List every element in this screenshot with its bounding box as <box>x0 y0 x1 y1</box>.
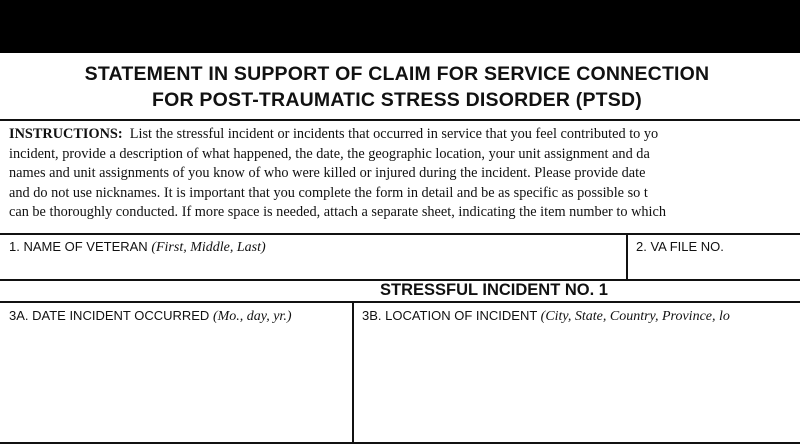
section-heading: STRESSFUL INCIDENT NO. 1 <box>380 281 608 299</box>
title-line-2: FOR POST-TRAUMATIC STRESS DISORDER (PTSD) <box>152 89 642 111</box>
instructions-block <box>9 125 800 223</box>
instructions-line-4: and do not use nicknames. It is important that you complete the form in detail and be as specific as possible so t <box>9 184 648 201</box>
location-incident-field[interactable] <box>356 304 800 440</box>
date-incident-field[interactable] <box>2 304 350 440</box>
divider-date-location <box>352 301 354 442</box>
veteran-name-field[interactable] <box>2 235 624 277</box>
divider-title <box>0 119 800 121</box>
instructions-line-2: incident, provide a description of what happened, the date, the geographic location, your unit assignment and da <box>9 145 650 162</box>
veteran-name-hint: (First, Middle, Last) <box>151 240 266 255</box>
date-incident-hint: (Mo., day, yr.) <box>212 309 292 324</box>
location-incident-hint: (City, State, Country, Province, lo <box>540 309 730 324</box>
instructions-text-1: List the stressful incident or incidents that occurred in service that you feel contributed to yo <box>122 126 659 142</box>
instructions-line-1 <box>9 125 800 145</box>
va-file-no-field[interactable] <box>630 235 800 277</box>
instructions-label: INSTRUCTIONS: <box>9 126 123 142</box>
divider-section-heading <box>0 301 800 303</box>
veteran-name-label-text: 1. NAME OF VETERAN <box>9 239 152 254</box>
divider-name-file <box>626 233 628 279</box>
title-line-1: STATEMENT IN SUPPORT OF CLAIM FOR SERVICE CONNECTION <box>84 63 710 85</box>
form-sheet <box>0 53 800 448</box>
form-title <box>0 61 794 113</box>
date-incident-label-text: 3A. DATE INCIDENT OCCURRED <box>9 308 213 323</box>
va-file-no-label: 2. VA FILE NO. <box>636 239 724 254</box>
divider-bottom <box>0 442 800 444</box>
instructions-line-3: names and unit assignments of you know of who were killed or injured during the incident. Please provide date <box>9 165 646 182</box>
instructions-line-5: can be thoroughly conducted. If more space is needed, attach a separate sheet, indicating the item number to which <box>9 204 667 221</box>
location-incident-label-text: 3B. LOCATION OF INCIDENT <box>362 308 541 323</box>
